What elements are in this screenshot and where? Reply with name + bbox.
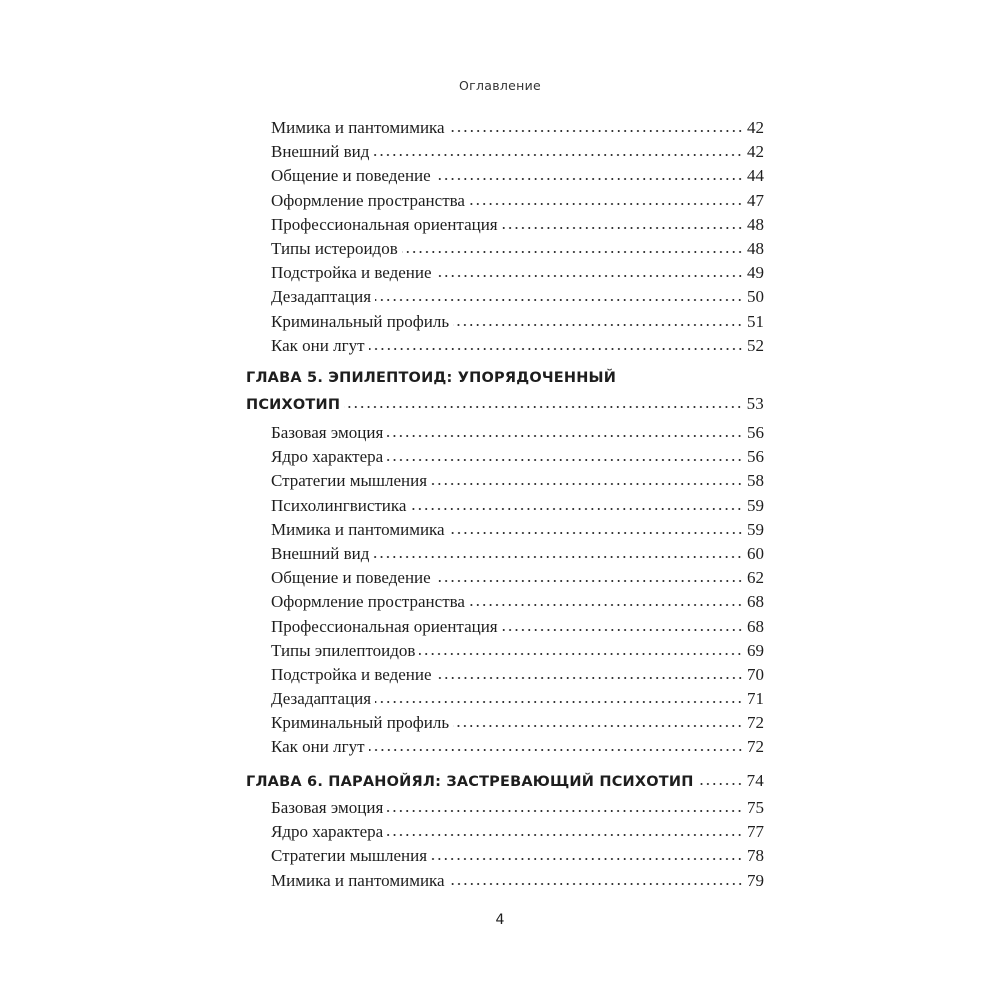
dot-leader [469,203,743,205]
dot-leader [369,348,744,350]
dot-leader [502,629,743,631]
toc-entry[interactable] [246,239,764,263]
entry-title: Подстройка и ведение [271,664,432,684]
dot-leader [436,275,743,277]
dot-leader [469,604,743,606]
toc-entry[interactable] [246,641,764,665]
page-ref: 49 [747,263,764,283]
toc-entry[interactable] [246,423,764,447]
entry-title: Общение и поведение [271,166,431,186]
page-ref: 71 [747,689,764,709]
toc-section-1 [246,118,764,360]
dot-leader [502,227,743,229]
dot-leader [431,483,743,485]
toc-entry[interactable] [246,263,764,287]
entry-title: Базовая эмоция [271,798,384,817]
toc-entry[interactable] [246,312,764,336]
toc-entry[interactable] [246,798,764,822]
entry-title: Как они лгут [271,335,365,355]
page-ref: 51 [747,311,764,331]
dot-leader [387,435,743,437]
entry-title: Как они лгут [271,737,365,757]
toc-entry[interactable] [246,568,764,592]
entry-title: Базовая эмоция [271,423,384,442]
page-ref: 68 [747,592,764,612]
toc-entry[interactable] [246,689,764,713]
page-ref: 68 [747,616,764,636]
toc-section-3 [246,798,764,895]
entry-title: Ядро характера [271,822,384,842]
page-ref: 42 [747,118,764,137]
toc-entry[interactable] [246,617,764,641]
page-ref: 74 [746,771,764,790]
page-ref: 44 [747,166,764,186]
entry-title: Оформление пространства [271,592,465,612]
entry-title: Профессиональная ориентация [271,214,498,234]
toc-entry[interactable] [246,471,764,495]
page-ref: 52 [747,335,764,355]
dot-leader [419,653,743,655]
page-ref: 75 [747,798,764,817]
toc-entry[interactable] [246,520,764,544]
toc-entry[interactable] [246,447,764,471]
dot-leader [453,725,743,727]
page-ref: 72 [747,713,764,733]
toc-entry[interactable] [246,142,764,166]
dot-leader [698,783,743,785]
dot-leader [387,834,743,836]
toc-entry[interactable] [246,287,764,311]
entry-title: Внешний вид [271,142,370,162]
dot-leader [373,556,743,558]
page-ref: 69 [747,640,764,660]
page-ref: 72 [747,737,764,757]
page-ref: 56 [747,423,764,442]
entry-title: Дезадаптация [271,287,372,307]
toc-entry[interactable] [246,665,764,689]
page-ref: 59 [747,495,764,515]
entry-title: Мимика и пантомимика [271,118,445,137]
entry-title: Мимика и пантомимика [271,870,445,890]
toc-entry[interactable] [246,118,764,142]
dot-leader [373,154,743,156]
toc-entry[interactable] [246,336,764,360]
entry-title: Внешний вид [271,543,370,563]
entry-title: Стратегии мышления [271,846,428,866]
dot-leader [369,749,744,751]
page-ref: 56 [747,447,764,467]
dot-leader [435,580,743,582]
entry-title: Мимика и пантомимика [271,519,445,539]
dot-leader [387,810,743,812]
entry-title: Криминальный профиль [271,713,450,733]
dot-leader [344,406,742,408]
dot-leader [375,299,743,301]
entry-title: Профессиональная ориентация [271,616,498,636]
toc-entry[interactable] [246,191,764,215]
dot-leader [435,178,743,180]
page-ref: 78 [747,846,764,866]
dot-leader [449,883,743,885]
toc-chapter-6[interactable] [246,771,764,795]
toc-entry[interactable] [246,166,764,190]
dot-leader [436,677,743,679]
page-ref: 77 [747,822,764,842]
dot-leader [449,130,743,132]
toc-entry[interactable] [246,544,764,568]
entry-title: Криминальный профиль [271,311,450,331]
toc-entry[interactable] [246,822,764,846]
toc-entry[interactable] [246,713,764,737]
dot-leader [387,459,743,461]
dot-leader [453,324,743,326]
entry-title: Ядро характера [271,447,384,467]
page-ref: 79 [747,870,764,890]
page-number: 4 [495,912,505,928]
page-ref: 42 [747,142,764,162]
page-ref: 48 [747,214,764,234]
toc-entry[interactable] [246,737,764,761]
chapter-title: ГЛАВА 6. ПАРАНОЙЯЛ: ЗАСТРЕВАЮЩИЙ ПСИХОТИП [246,774,694,790]
dot-leader [375,701,743,703]
entry-title: Стратегии мышления [271,471,428,491]
toc-entry[interactable] [246,871,764,895]
page-ref: 62 [747,568,764,588]
dot-leader [449,532,743,534]
entry-title: Подстройка и ведение [271,263,432,283]
page-ref: 47 [747,190,764,210]
page-ref: 48 [747,238,764,258]
entry-title: Дезадаптация [271,689,372,709]
page-ref: 50 [747,287,764,307]
entry-title: Психолингвистика [271,495,407,515]
toc-entry[interactable] [246,496,764,520]
chapter-title-line2: ПСИХОТИП 53 [246,394,764,413]
toc-section-2 [246,423,764,762]
dot-leader [431,858,743,860]
page-ref: 53 [746,394,764,413]
page-ref: 60 [747,543,764,563]
chapter-title-line1: ГЛАВА 5. ЭПИЛЕПТОИД: УПОРЯДОЧЕННЫЙ [246,370,617,386]
dot-leader [402,251,743,253]
entry-title: Типы истероидов [271,238,398,258]
toc-chapter-5[interactable] [246,370,764,418]
running-head: Оглавление [458,78,542,93]
toc-entry[interactable] [246,215,764,239]
page-ref: 58 [747,471,764,491]
page-ref: 59 [747,519,764,539]
page-ref: 70 [747,664,764,684]
dot-leader [410,508,743,510]
toc-entry[interactable] [246,846,764,870]
entry-title: Оформление пространства [271,190,465,210]
entry-title: Общение и поведение [271,568,431,588]
entry-title: Типы эпилептоидов [271,640,416,660]
toc-entry[interactable] [246,592,764,616]
